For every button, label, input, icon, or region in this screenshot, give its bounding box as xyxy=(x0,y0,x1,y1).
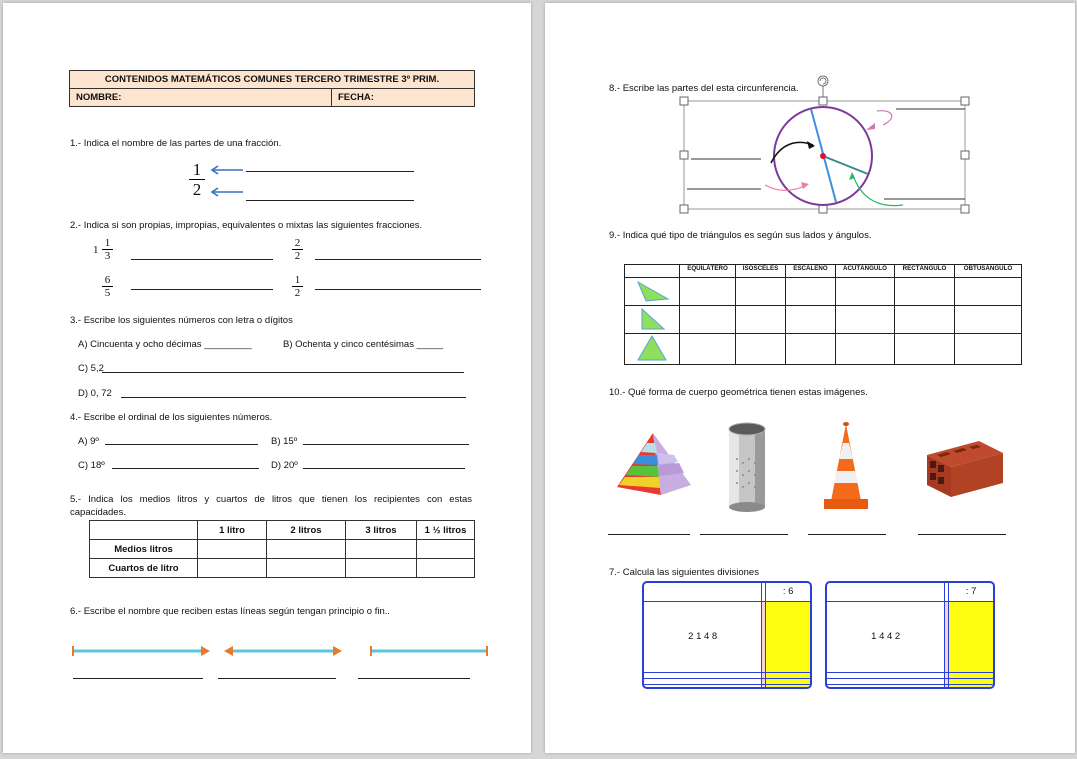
q3-item-b: B) Ochenta y cinco centésimas _____ xyxy=(283,339,444,350)
cylinder-image xyxy=(723,419,771,513)
q4-item-b: B) 15º xyxy=(271,436,298,447)
answer-line[interactable] xyxy=(218,678,336,679)
answer-cell[interactable] xyxy=(949,684,993,687)
question-2-text: 2.- Indica si son propias, impropias, equivalentes o mixtas las siguientes fracciones. xyxy=(70,220,423,231)
answer-line[interactable] xyxy=(131,259,273,260)
question-1-text: 1.- Indica el nombre de las partes de una fracción. xyxy=(70,138,282,149)
center-point xyxy=(820,153,826,159)
triangle-cell xyxy=(625,306,680,334)
worksheet-page-1 xyxy=(3,3,531,753)
q3-item-d: D) 0, 72 xyxy=(78,388,112,399)
answer-cell[interactable] xyxy=(417,559,475,578)
question-9-text: 9.- Indica qué tipo de triángulos es según sus lados y ángulos. xyxy=(609,230,872,241)
numerator: 6 xyxy=(102,274,113,287)
answer-line[interactable] xyxy=(315,259,481,260)
dividend: 1 4 4 2 xyxy=(827,601,945,672)
answer-line[interactable] xyxy=(315,289,481,290)
answer-cell[interactable] xyxy=(786,334,836,365)
answer-cell[interactable] xyxy=(786,306,836,334)
table-corner xyxy=(625,265,680,278)
answer-line[interactable] xyxy=(808,534,886,535)
q3-item-c: C) 5,2 xyxy=(78,363,104,374)
segment-icon xyxy=(371,646,487,656)
question-5-text-2: capacidades. xyxy=(70,507,126,518)
question-5-text: 5.- Indica los medios litros y cuartos de litros que tienen los recipientes con estas xyxy=(70,494,472,505)
brick-image xyxy=(921,435,1007,501)
question-6-text: 6.- Escribe el nombre que reciben estas líneas según tengan principio o fin.. xyxy=(70,606,391,617)
answer-cell[interactable] xyxy=(895,334,955,365)
answer-line[interactable] xyxy=(608,534,690,535)
divisor: : 7 xyxy=(949,583,993,601)
column-header: 1 ½ litros xyxy=(417,521,475,540)
column-header: EQUILÁTERO xyxy=(680,265,736,278)
answer-cell[interactable] xyxy=(836,306,895,334)
answer-line[interactable] xyxy=(73,678,203,679)
answer-cell[interactable] xyxy=(786,278,836,306)
answer-cell[interactable] xyxy=(346,540,417,559)
answer-cell[interactable] xyxy=(267,540,346,559)
answer-cell[interactable] xyxy=(836,334,895,365)
denominator: 2 xyxy=(192,180,202,199)
division-box-1 xyxy=(642,581,812,689)
answer-cell[interactable] xyxy=(267,559,346,578)
answer-cell[interactable] xyxy=(680,278,736,306)
answer-cell[interactable] xyxy=(955,278,1022,306)
answer-cell[interactable] xyxy=(766,601,810,672)
q4-item-d: D) 20º xyxy=(271,460,298,471)
table-corner xyxy=(90,521,198,540)
triangle-cell xyxy=(625,278,680,306)
answer-cell[interactable] xyxy=(949,601,993,672)
answer-line[interactable] xyxy=(102,372,464,373)
answer-line[interactable] xyxy=(358,678,470,679)
denominator: 2 xyxy=(294,250,301,262)
answer-cell[interactable] xyxy=(955,306,1022,334)
date-field-label: FECHA: xyxy=(332,89,475,107)
column-header: ESCALENO xyxy=(786,265,836,278)
ray-icon xyxy=(73,646,210,656)
mixed-whole: 1 xyxy=(93,244,99,256)
question-4-text: 4.- Escribe el ordinal de los siguientes números. xyxy=(70,412,273,423)
circle-diagram[interactable] xyxy=(679,73,971,215)
rotate-handle-icon[interactable] xyxy=(818,76,828,86)
q4-item-a: A) 9º xyxy=(78,436,99,447)
answer-line[interactable] xyxy=(112,468,259,469)
answer-line[interactable] xyxy=(246,171,414,172)
answer-cell[interactable] xyxy=(736,278,786,306)
equilateral-triangle-icon xyxy=(632,334,672,362)
row-header: Cuartos de litro xyxy=(90,559,198,578)
answer-cell[interactable] xyxy=(346,559,417,578)
question-7-text: 7.- Calcula las siguientes divisiones xyxy=(609,567,759,578)
answer-cell[interactable] xyxy=(766,684,810,687)
column-header: 3 litros xyxy=(346,521,417,540)
answer-cell[interactable] xyxy=(680,334,736,365)
question-8-text: 8.- Escribe las partes del esta circunferencia. xyxy=(609,83,799,94)
answer-cell[interactable] xyxy=(895,278,955,306)
triangle-cell xyxy=(625,334,680,365)
triangle-table xyxy=(624,264,1022,365)
question-10-text: 10.- Qué forma de cuerpo geométrica tienen estas imágenes. xyxy=(609,387,868,398)
answer-cell[interactable] xyxy=(736,306,786,334)
question-3-text: 3.- Escribe los siguientes números con letra o dígitos xyxy=(70,315,293,326)
answer-cell[interactable] xyxy=(827,684,945,687)
row-header: Medios litros xyxy=(90,540,198,559)
column-header: OBTUSÁNGULO xyxy=(955,265,1022,278)
answer-line[interactable] xyxy=(121,397,466,398)
denominator: 5 xyxy=(104,287,111,299)
column-header: RECTÁNGULO xyxy=(895,265,955,278)
division-box-2 xyxy=(825,581,995,689)
numerator: 2 xyxy=(292,237,303,250)
answer-line[interactable] xyxy=(918,534,1006,535)
answer-line[interactable] xyxy=(303,444,469,445)
worksheet-title: CONTENIDOS MATEMÁTICOS COMUNES TERCERO TRIMESTRE 3º PRIM. xyxy=(70,71,475,89)
numerator: 1 xyxy=(102,237,113,250)
answer-line[interactable] xyxy=(131,289,273,290)
answer-cell[interactable] xyxy=(198,540,267,559)
pyramid-image xyxy=(611,431,695,499)
numerator: 1 xyxy=(292,274,303,287)
fraction-one-half xyxy=(189,160,205,200)
fraction-2 xyxy=(292,237,303,263)
scalene-triangle-icon xyxy=(632,279,672,303)
answer-cell[interactable] xyxy=(198,559,267,578)
denominator: 3 xyxy=(104,250,111,262)
answer-cell[interactable] xyxy=(680,306,736,334)
answer-line[interactable] xyxy=(303,468,465,469)
column-header: ACUTÁNGULO xyxy=(836,265,895,278)
fraction-3 xyxy=(102,274,113,300)
name-field-label: NOMBRE: xyxy=(70,89,332,107)
answer-cell[interactable] xyxy=(417,540,475,559)
worksheet-page-2 xyxy=(545,3,1075,753)
q3-item-a: A) Cincuenta y ocho décimas _________ xyxy=(78,339,252,350)
divisor: : 6 xyxy=(766,583,810,601)
capacity-table xyxy=(89,520,475,578)
answer-cell[interactable] xyxy=(736,334,786,365)
fraction-1 xyxy=(102,237,113,263)
answer-cell[interactable] xyxy=(955,334,1022,365)
answer-cell[interactable] xyxy=(895,306,955,334)
lines-illustration xyxy=(69,643,493,659)
column-header: 1 litro xyxy=(198,521,267,540)
denominator: 2 xyxy=(294,287,301,299)
fraction-4 xyxy=(292,274,303,300)
answer-line[interactable] xyxy=(700,534,788,535)
arrows-icon xyxy=(209,163,245,203)
column-header: ISOSCELES xyxy=(736,265,786,278)
q4-item-c: C) 18º xyxy=(78,460,105,471)
answer-line[interactable] xyxy=(246,200,414,201)
header-table xyxy=(69,70,475,107)
answer-cell[interactable] xyxy=(644,684,762,687)
dividend: 2 1 4 8 xyxy=(644,601,762,672)
radius xyxy=(823,156,868,174)
right-triangle-icon xyxy=(632,307,672,331)
answer-line[interactable] xyxy=(105,444,258,445)
numerator: 1 xyxy=(189,160,205,180)
column-header: 2 litros xyxy=(267,521,346,540)
line-icon xyxy=(224,646,342,656)
answer-cell[interactable] xyxy=(836,278,895,306)
cone-image xyxy=(821,421,871,513)
